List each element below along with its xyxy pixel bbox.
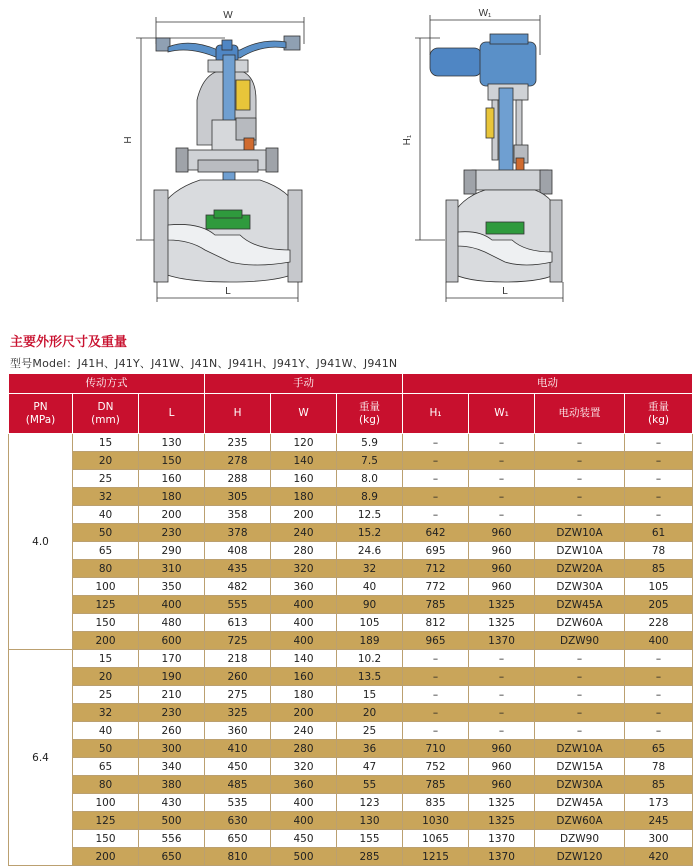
col-h1-cell: – <box>403 704 469 722</box>
col-h1-cell: 965 <box>403 632 469 650</box>
col-w-cell: 400 <box>271 812 337 830</box>
col-h1-cell: 772 <box>403 578 469 596</box>
col-h-cell: 278 <box>205 452 271 470</box>
col-electric-weight-cell: 400 <box>625 632 693 650</box>
col-dn-cell: 125 <box>73 596 139 614</box>
col-l-cell: 430 <box>139 794 205 812</box>
col-electric-weight-cell: 300 <box>625 830 693 848</box>
col-electric-weight-cell: – <box>625 470 693 488</box>
col-w1-cell: – <box>469 452 535 470</box>
col-dn-cell: 200 <box>73 632 139 650</box>
col-actuator-cell: – <box>535 704 625 722</box>
col-h-cell: 630 <box>205 812 271 830</box>
col-h-cell: 650 <box>205 830 271 848</box>
col-l-header: L <box>139 394 205 434</box>
table-row <box>9 740 693 758</box>
col-w-cell: 320 <box>271 758 337 776</box>
col-w-cell: 160 <box>271 470 337 488</box>
left-w-label: W <box>223 10 233 21</box>
col-electric-weight-cell: 245 <box>625 812 693 830</box>
col-w1-cell: 960 <box>469 740 535 758</box>
col-electric-weight-cell: 173 <box>625 794 693 812</box>
col-actuator-cell: DZW15A <box>535 758 625 776</box>
col-l-cell: 130 <box>139 434 205 452</box>
col-w1-cell: 1325 <box>469 614 535 632</box>
col-h1-cell: 712 <box>403 560 469 578</box>
group-header-manual: 手动 <box>205 374 403 394</box>
col-dn-cell: 25 <box>73 470 139 488</box>
col-l-cell: 260 <box>139 722 205 740</box>
col-w1-cell: 960 <box>469 758 535 776</box>
col-l-cell: 350 <box>139 578 205 596</box>
pn-cell: 6.4 <box>9 650 73 866</box>
col-w-cell: 140 <box>271 452 337 470</box>
col-w-cell: 120 <box>271 434 337 452</box>
col-dn-cell: 150 <box>73 614 139 632</box>
col-h-cell: 305 <box>205 488 271 506</box>
col-l-cell: 150 <box>139 452 205 470</box>
col-manual-weight-cell: 47 <box>337 758 403 776</box>
col-dn-cell: 50 <box>73 740 139 758</box>
col-h-cell: 450 <box>205 758 271 776</box>
col-l-cell: 170 <box>139 650 205 668</box>
col-actuator-cell: – <box>535 686 625 704</box>
col-manual-weight-cell: 8.9 <box>337 488 403 506</box>
table-body <box>9 434 693 866</box>
col-h1-cell: – <box>403 722 469 740</box>
table-row <box>9 704 693 722</box>
col-h-cell: 325 <box>205 704 271 722</box>
col-h-cell: 218 <box>205 650 271 668</box>
col-w1-cell: 1370 <box>469 632 535 650</box>
col-h1-cell: – <box>403 686 469 704</box>
col-dn-cell: 25 <box>73 686 139 704</box>
col-dn-cell: 125 <box>73 812 139 830</box>
col-dn-cell: 20 <box>73 668 139 686</box>
col-dn-cell: 40 <box>73 506 139 524</box>
col-w1-cell: – <box>469 722 535 740</box>
table-row <box>9 542 693 560</box>
col-actuator-cell: – <box>535 668 625 686</box>
col-manual-weight-cell: 55 <box>337 776 403 794</box>
col-w1-cell: – <box>469 686 535 704</box>
dimension-weight-table <box>8 373 693 866</box>
col-h1-cell: 1030 <box>403 812 469 830</box>
col-actuator-cell: DZW20A <box>535 560 625 578</box>
col-w1-cell: – <box>469 650 535 668</box>
table-row <box>9 434 693 452</box>
table-row <box>9 596 693 614</box>
table-row <box>9 722 693 740</box>
electric-valve-figure <box>415 15 563 302</box>
col-h-cell: 485 <box>205 776 271 794</box>
col-manual-weight-cell: 7.5 <box>337 452 403 470</box>
col-manual-weight-cell: 15.2 <box>337 524 403 542</box>
col-electric-weight-cell: – <box>625 434 693 452</box>
table-row <box>9 668 693 686</box>
col-actuator-cell: DZW30A <box>535 578 625 596</box>
col-manual-weight-cell: 32 <box>337 560 403 578</box>
col-manual-weight-header: 重量 (kg) <box>337 394 403 434</box>
col-h-cell: 360 <box>205 722 271 740</box>
col-actuator-header: 电动装置 <box>535 394 625 434</box>
right-h1-label: H₁ <box>402 134 413 146</box>
col-l-cell: 290 <box>139 542 205 560</box>
col-dn-cell: 200 <box>73 848 139 866</box>
table-row <box>9 830 693 848</box>
col-electric-weight-cell: – <box>625 686 693 704</box>
col-h1-cell: 785 <box>403 776 469 794</box>
col-h-cell: 725 <box>205 632 271 650</box>
table-row <box>9 758 693 776</box>
col-electric-weight-cell: 78 <box>625 542 693 560</box>
col-l-cell: 400 <box>139 596 205 614</box>
col-h1-cell: – <box>403 506 469 524</box>
col-manual-weight-cell: 10.2 <box>337 650 403 668</box>
col-actuator-cell: DZW10A <box>535 740 625 758</box>
col-w1-cell: 960 <box>469 542 535 560</box>
table-row <box>9 470 693 488</box>
col-w-cell: 240 <box>271 524 337 542</box>
col-h1-cell: – <box>403 434 469 452</box>
table-row <box>9 524 693 542</box>
col-manual-weight-cell: 24.6 <box>337 542 403 560</box>
col-l-cell: 600 <box>139 632 205 650</box>
col-w-cell: 180 <box>271 488 337 506</box>
col-electric-weight-cell: – <box>625 722 693 740</box>
col-actuator-cell: – <box>535 488 625 506</box>
col-h-cell: 613 <box>205 614 271 632</box>
col-l-cell: 340 <box>139 758 205 776</box>
col-w-cell: 240 <box>271 722 337 740</box>
col-manual-weight-cell: 12.5 <box>337 506 403 524</box>
table-row <box>9 560 693 578</box>
col-l-cell: 556 <box>139 830 205 848</box>
col-actuator-cell: DZW45A <box>535 794 625 812</box>
col-h-header: H <box>205 394 271 434</box>
col-manual-weight-cell: 25 <box>337 722 403 740</box>
col-dn-cell: 65 <box>73 542 139 560</box>
col-h1-cell: 695 <box>403 542 469 560</box>
col-l-cell: 160 <box>139 470 205 488</box>
col-manual-weight-cell: 20 <box>337 704 403 722</box>
col-w-cell: 500 <box>271 848 337 866</box>
table-row <box>9 686 693 704</box>
col-manual-weight-cell: 155 <box>337 830 403 848</box>
col-h-cell: 410 <box>205 740 271 758</box>
col-actuator-cell: – <box>535 506 625 524</box>
col-h-cell: 260 <box>205 668 271 686</box>
col-dn-cell: 50 <box>73 524 139 542</box>
manual-valve-figure <box>136 17 304 302</box>
col-w1-cell: 960 <box>469 776 535 794</box>
model-line: 型号Model：J41H、J41Y、J41W、J41N、J941H、J941Y、J941W、J941N <box>10 357 398 370</box>
col-h1-cell: 1065 <box>403 830 469 848</box>
col-w1-cell: – <box>469 506 535 524</box>
col-manual-weight-cell: 8.0 <box>337 470 403 488</box>
col-dn-header: DN (mm) <box>73 394 139 434</box>
col-manual-weight-cell: 5.9 <box>337 434 403 452</box>
col-w1-cell: 1370 <box>469 830 535 848</box>
col-electric-weight-cell: 61 <box>625 524 693 542</box>
col-h1-cell: 812 <box>403 614 469 632</box>
col-manual-weight-cell: 90 <box>337 596 403 614</box>
col-h-cell: 810 <box>205 848 271 866</box>
col-w1-cell: 960 <box>469 578 535 596</box>
col-h1-cell: 710 <box>403 740 469 758</box>
col-h1-cell: – <box>403 488 469 506</box>
col-h1-cell: – <box>403 452 469 470</box>
col-manual-weight-cell: 123 <box>337 794 403 812</box>
table-row <box>9 506 693 524</box>
col-w-cell: 320 <box>271 560 337 578</box>
col-w-cell: 160 <box>271 668 337 686</box>
col-actuator-cell: – <box>535 650 625 668</box>
col-actuator-cell: DZW45A <box>535 596 625 614</box>
right-l-label: L <box>502 286 508 297</box>
col-h1-cell: 1215 <box>403 848 469 866</box>
col-actuator-cell: – <box>535 722 625 740</box>
col-dn-cell: 100 <box>73 794 139 812</box>
column-header-row <box>9 394 693 434</box>
col-actuator-cell: DZW90 <box>535 830 625 848</box>
col-actuator-cell: DZW10A <box>535 542 625 560</box>
col-l-cell: 500 <box>139 812 205 830</box>
col-w-cell: 280 <box>271 740 337 758</box>
col-h-cell: 435 <box>205 560 271 578</box>
col-manual-weight-cell: 13.5 <box>337 668 403 686</box>
col-h1-cell: 785 <box>403 596 469 614</box>
col-w1-cell: 1370 <box>469 848 535 866</box>
col-manual-weight-cell: 36 <box>337 740 403 758</box>
col-actuator-cell: DZW60A <box>535 614 625 632</box>
col-dn-cell: 150 <box>73 830 139 848</box>
col-w-cell: 200 <box>271 506 337 524</box>
col-w-cell: 280 <box>271 542 337 560</box>
col-w-cell: 400 <box>271 794 337 812</box>
col-actuator-cell: DZW10A <box>535 524 625 542</box>
table-row <box>9 578 693 596</box>
col-l-cell: 230 <box>139 704 205 722</box>
col-dn-cell: 15 <box>73 434 139 452</box>
table-row <box>9 632 693 650</box>
col-actuator-cell: DZW30A <box>535 776 625 794</box>
group-header-drive: 传动方式 <box>9 374 205 394</box>
col-dn-cell: 40 <box>73 722 139 740</box>
col-dn-cell: 100 <box>73 578 139 596</box>
col-l-cell: 180 <box>139 488 205 506</box>
col-h-cell: 358 <box>205 506 271 524</box>
col-w1-cell: 1325 <box>469 596 535 614</box>
col-h-cell: 482 <box>205 578 271 596</box>
col-w1-cell: – <box>469 704 535 722</box>
col-w1-cell: – <box>469 488 535 506</box>
col-electric-weight-cell: 85 <box>625 560 693 578</box>
col-pn-header: PN (MPa) <box>9 394 73 434</box>
col-electric-weight-cell: 205 <box>625 596 693 614</box>
col-w-cell: 400 <box>271 632 337 650</box>
col-manual-weight-cell: 15 <box>337 686 403 704</box>
valve-dimension-drawing <box>0 0 700 315</box>
col-h1-cell: – <box>403 650 469 668</box>
col-h-cell: 535 <box>205 794 271 812</box>
col-w1-cell: – <box>469 434 535 452</box>
col-electric-weight-cell: – <box>625 650 693 668</box>
col-l-cell: 480 <box>139 614 205 632</box>
col-electric-weight-cell: 420 <box>625 848 693 866</box>
col-electric-weight-cell: – <box>625 506 693 524</box>
col-manual-weight-cell: 105 <box>337 614 403 632</box>
col-h1-cell: 835 <box>403 794 469 812</box>
col-electric-weight-cell: – <box>625 704 693 722</box>
col-l-cell: 300 <box>139 740 205 758</box>
col-actuator-cell: – <box>535 434 625 452</box>
table-row <box>9 776 693 794</box>
col-manual-weight-cell: 130 <box>337 812 403 830</box>
col-w1-cell: 960 <box>469 524 535 542</box>
col-w1-cell: – <box>469 470 535 488</box>
col-h-cell: 378 <box>205 524 271 542</box>
col-manual-weight-cell: 285 <box>337 848 403 866</box>
col-actuator-cell: – <box>535 452 625 470</box>
col-w-header: W <box>271 394 337 434</box>
col-h-cell: 408 <box>205 542 271 560</box>
pn-cell: 4.0 <box>9 434 73 650</box>
col-h1-header: H₁ <box>403 394 469 434</box>
col-w-cell: 400 <box>271 614 337 632</box>
col-electric-weight-cell: 65 <box>625 740 693 758</box>
col-actuator-cell: – <box>535 470 625 488</box>
col-electric-weight-header: 重量 (kg) <box>625 394 693 434</box>
table-row <box>9 794 693 812</box>
col-electric-weight-cell: 228 <box>625 614 693 632</box>
col-electric-weight-cell: – <box>625 668 693 686</box>
col-w-cell: 140 <box>271 650 337 668</box>
col-dn-cell: 32 <box>73 488 139 506</box>
section-title: 主要外形尺寸及重量 <box>10 335 128 350</box>
col-l-cell: 310 <box>139 560 205 578</box>
col-l-cell: 380 <box>139 776 205 794</box>
col-w-cell: 360 <box>271 776 337 794</box>
col-h1-cell: 642 <box>403 524 469 542</box>
col-electric-weight-cell: – <box>625 452 693 470</box>
col-l-cell: 230 <box>139 524 205 542</box>
col-w-cell: 400 <box>271 596 337 614</box>
col-actuator-cell: DZW60A <box>535 812 625 830</box>
left-l-label: L <box>225 286 231 297</box>
col-l-cell: 210 <box>139 686 205 704</box>
col-l-cell: 650 <box>139 848 205 866</box>
col-electric-weight-cell: 85 <box>625 776 693 794</box>
col-w-cell: 450 <box>271 830 337 848</box>
col-h-cell: 288 <box>205 470 271 488</box>
table-row <box>9 650 693 668</box>
col-l-cell: 190 <box>139 668 205 686</box>
col-w1-cell: – <box>469 668 535 686</box>
col-w1-header: W₁ <box>469 394 535 434</box>
col-l-cell: 200 <box>139 506 205 524</box>
col-dn-cell: 80 <box>73 560 139 578</box>
col-h-cell: 555 <box>205 596 271 614</box>
col-dn-cell: 80 <box>73 776 139 794</box>
col-dn-cell: 65 <box>73 758 139 776</box>
col-dn-cell: 32 <box>73 704 139 722</box>
col-h1-cell: 752 <box>403 758 469 776</box>
table-row <box>9 452 693 470</box>
table-row <box>9 812 693 830</box>
table-row <box>9 614 693 632</box>
col-actuator-cell: DZW90 <box>535 632 625 650</box>
col-h1-cell: – <box>403 470 469 488</box>
col-electric-weight-cell: 105 <box>625 578 693 596</box>
col-w1-cell: 1325 <box>469 812 535 830</box>
left-h-label: H <box>123 136 134 144</box>
col-dn-cell: 15 <box>73 650 139 668</box>
col-h1-cell: – <box>403 668 469 686</box>
col-actuator-cell: DZW120 <box>535 848 625 866</box>
col-h-cell: 275 <box>205 686 271 704</box>
right-w1-label: W₁ <box>478 8 492 19</box>
col-manual-weight-cell: 40 <box>337 578 403 596</box>
group-header-electric: 电动 <box>403 374 693 394</box>
col-h-cell: 235 <box>205 434 271 452</box>
col-dn-cell: 20 <box>73 452 139 470</box>
col-w1-cell: 1325 <box>469 794 535 812</box>
col-w-cell: 200 <box>271 704 337 722</box>
col-electric-weight-cell: 78 <box>625 758 693 776</box>
col-w-cell: 360 <box>271 578 337 596</box>
col-manual-weight-cell: 189 <box>337 632 403 650</box>
table-row <box>9 488 693 506</box>
col-w1-cell: 960 <box>469 560 535 578</box>
col-w-cell: 180 <box>271 686 337 704</box>
col-electric-weight-cell: – <box>625 488 693 506</box>
